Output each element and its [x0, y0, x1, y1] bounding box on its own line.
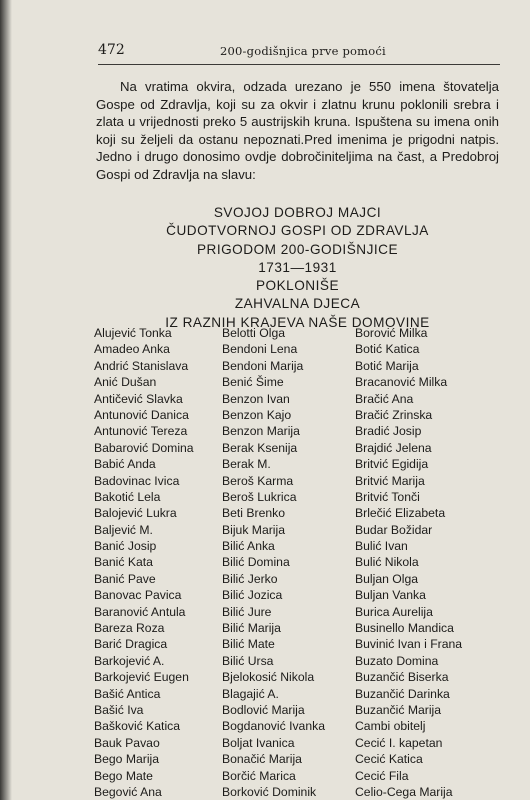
donor-name: Bego Marija: [94, 752, 160, 767]
donor-name: Banić Josip: [94, 539, 157, 554]
donor-name: Berak Ksenija: [222, 440, 298, 455]
donor-name: Buljan Olga: [355, 571, 419, 586]
donor-name: Buzančić Biserka: [355, 670, 449, 685]
donor-name: Borčić Marica: [222, 768, 296, 783]
donor-name: Bilić Marija: [222, 621, 281, 636]
donor-name: Bendoni Marija: [222, 358, 304, 373]
page-number: 472: [98, 42, 125, 58]
donor-name: Bilić Jure: [222, 604, 272, 619]
donor-name: Bogdanović Ivanka: [222, 719, 325, 734]
donor-name: Bašić Antica: [94, 686, 161, 701]
donor-name: Buzančić Marija: [355, 702, 442, 717]
donor-name: Bračić Ana: [355, 391, 414, 406]
donor-name: Bonačić Marija: [222, 752, 302, 767]
dedication-inscription: [96, 204, 499, 332]
donor-name: Bjelokosić Nikola: [222, 670, 315, 685]
donor-name: Bilić Jerko: [222, 571, 278, 586]
dedication-line: SVOJOJ DOBROJ MAJCI: [213, 205, 382, 220]
page-header: [98, 42, 498, 64]
donor-name: Bego Mate: [94, 768, 153, 783]
donor-name: Babarović Domina: [94, 440, 194, 455]
donor-name: Benzon Kajo: [222, 407, 292, 422]
donor-name: Bilić Mate: [222, 637, 275, 652]
donor-name: Boljat Ivanica: [222, 735, 295, 750]
donor-name: Budar Božidar: [355, 522, 433, 537]
donor-name: Beroš Lukrica: [222, 489, 297, 504]
dedication-line: ČUDOTVORNOJ GOSPI OD ZDRAVLJA: [166, 223, 429, 239]
donor-name: Bilić Ursa: [222, 653, 274, 668]
donor-name: Bračić Zrinska: [355, 407, 433, 422]
donor-name: Businello Mandica: [355, 621, 454, 636]
donor-name: Bijuk Marija: [222, 522, 285, 537]
donor-name: Benić Šime: [222, 375, 284, 390]
donor-name: Buzato Domina: [355, 653, 439, 668]
donor-name: Benzon Marija: [222, 424, 300, 439]
donor-name: Banovac Pavica: [94, 588, 182, 603]
donor-name: Britvić Egidija: [355, 457, 429, 472]
donor-name: Barkojević A.: [94, 653, 165, 668]
donor-name: Baljević M.: [94, 522, 153, 537]
donor-name: Bašković Katica: [94, 719, 181, 734]
donor-name: Bilić Jozica: [222, 588, 283, 603]
donor-name: Buljan Vanka: [355, 588, 426, 603]
donor-name: Babić Anda: [94, 457, 156, 472]
donor-name: Balojević Lukra: [94, 506, 177, 521]
donor-name: Banić Kata: [94, 555, 153, 570]
dedication-line: ZAHVALNA DJECA: [234, 296, 361, 312]
donor-name: Baranović Antula: [94, 604, 186, 619]
donor-name: Bauk Pavao: [94, 735, 160, 750]
donor-name: Alujević Tonka: [94, 326, 172, 340]
donor-name: Antunović Tereza: [94, 424, 188, 439]
donor-name: Bendoni Lena: [222, 342, 298, 357]
donor-name: Banić Pave: [94, 571, 156, 586]
donor-name: Berak M.: [222, 457, 271, 472]
donor-name: Cambi obitelj: [355, 719, 426, 734]
donor-name: Cecić Katica: [355, 752, 423, 767]
scan-shadow: [0, 0, 12, 800]
donor-name: Britvić Marija: [355, 473, 425, 488]
donor-name: Bilić Anka: [222, 539, 275, 554]
dedication-line: 1731—1931: [258, 259, 337, 275]
donor-name: Barić Dragica: [94, 637, 168, 652]
donor-name: Cecić Fila: [355, 768, 409, 783]
names-column-1: [94, 325, 194, 800]
donor-name: Blagajić A.: [222, 686, 279, 701]
donor-name: Bulić Ivan: [355, 539, 408, 554]
dedication-line: IZ RAZNIH KRAJEVA NAŠE DOMOVINE: [165, 314, 430, 330]
donor-name: Andrić Stanislava: [94, 358, 189, 373]
donor-name: Britvić Tonči: [355, 489, 420, 504]
donor-name: Amadeo Anka: [94, 342, 170, 357]
donor-name: Antunović Danica: [94, 407, 189, 422]
donor-name: Brlečić Elizabeta: [355, 506, 446, 521]
donor-name: Buzančić Darinka: [355, 686, 450, 701]
running-head: 200-godišnjica prve pomoći: [220, 44, 386, 58]
donor-name: Bulić Nikola: [355, 555, 419, 570]
donor-name: Celio-Cega Marija: [355, 784, 453, 799]
donor-name: Bilić Domina: [222, 555, 290, 570]
donor-name: Badovinac Ivica: [94, 473, 180, 488]
donor-name: Botić Marija: [355, 358, 419, 373]
intro-text: Na vratima okvira, odzada urezano je 550 imena štovatelja Gospe od Zdravlja, koji su za okvir i zlatnu krunu poklonili srebra i zlata u vrijednosti preko 5 austrijskih kruna. Ispuštena su imena onih koji su željeli da ostanu nepoznati.Pred imenima je prigodni natpis. Jedno i drugo donosimo ovdje dobročiniteljima na čast, a Predobroj Gospi od Zdravlja na slavu:: [96, 79, 499, 182]
donor-name: Bodlović Marija: [222, 702, 305, 717]
donor-name: Bareza Roza: [94, 621, 165, 636]
donor-name: Anić Dušan: [94, 375, 157, 390]
donor-name: Beroš Karma: [222, 473, 294, 488]
donor-name: Brajdić Jelena: [355, 440, 432, 455]
names-column-3: [355, 325, 462, 800]
donor-name: Burica Aurelija: [355, 604, 433, 619]
donor-name: Buvinić Ivan i Frana: [355, 637, 463, 652]
donor-name: Botić Katica: [355, 342, 420, 357]
donor-name: Borović Milka: [355, 326, 428, 340]
dedication-line: PRIGODOM 200-GODIŠNJICE: [196, 241, 399, 257]
donor-name: Bašić Iva: [94, 702, 144, 717]
donor-name: Belotti Olga: [222, 326, 286, 340]
dedication-line: POKLONIŠE: [255, 278, 340, 294]
donor-name: Bracanović Milka: [355, 375, 448, 390]
names-column-2: [222, 325, 325, 800]
donor-name: Barkojević Eugen: [94, 670, 189, 685]
donor-name: Beti Brenko: [222, 506, 286, 521]
donor-name: Cecić I. kapetan: [355, 735, 443, 750]
donor-name: Bradić Josip: [355, 424, 422, 439]
donor-name: Benzon Ivan: [222, 391, 290, 406]
donor-name: Bakotić Lela: [94, 489, 161, 504]
donor-name: Antičević Slavka: [94, 391, 183, 406]
header-rule: [98, 64, 500, 65]
donor-name: Borković Dominik: [222, 784, 317, 799]
donor-name: Begović Ana: [94, 784, 162, 799]
intro-paragraph: [96, 78, 499, 184]
